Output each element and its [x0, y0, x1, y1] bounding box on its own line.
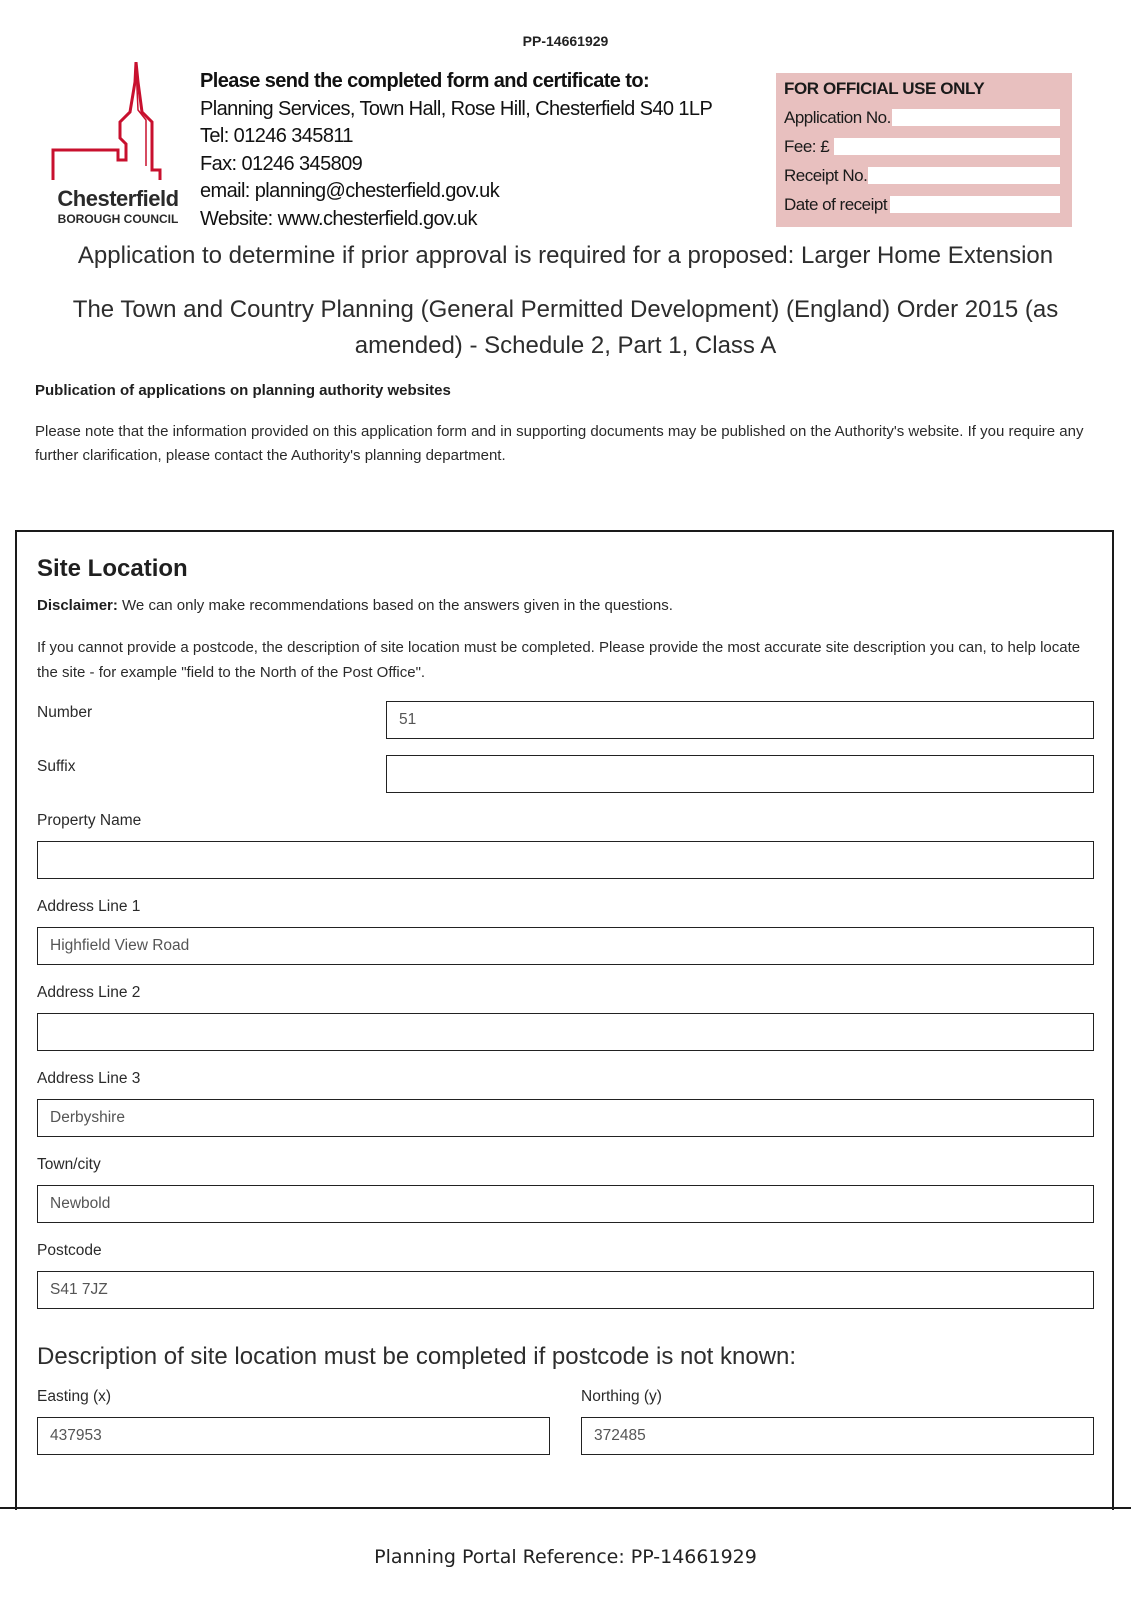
official-receipt-no-field[interactable] [868, 167, 1060, 184]
address-line-2-label: Address Line 2 [37, 984, 141, 1001]
postcode-label: Postcode [37, 1242, 102, 1259]
official-application-no-field[interactable] [892, 109, 1060, 126]
publication-heading: Publication of applications on planning authority websites [35, 382, 451, 399]
contact-block [200, 68, 712, 233]
logo-subtitle: BOROUGH COUNCIL [57, 212, 179, 226]
address-line-3-input[interactable]: Derbyshire [37, 1099, 1094, 1137]
page-divider [0, 1507, 1131, 1509]
disclaimer-text: We can only make recommendations based on the answers given in the questions. [117, 597, 673, 614]
easting-label: Easting (x) [37, 1388, 112, 1405]
property-name-label: Property Name [37, 812, 142, 829]
official-receipt-no [784, 166, 1064, 186]
official-fee [784, 137, 1064, 157]
disclaimer [37, 597, 673, 614]
official-application-no [784, 108, 1064, 128]
northing-label: Northing (y) [581, 1388, 662, 1405]
official-fee-field[interactable] [834, 138, 1060, 155]
official-date-of-receipt-field[interactable] [890, 196, 1060, 213]
address-line-2-input[interactable] [37, 1013, 1094, 1051]
footer-reference: Planning Portal Reference: PP-14661929 [374, 1546, 757, 1568]
contact-email: email: planning@chesterfield.gov.uk [200, 180, 500, 202]
contact-address: Planning Services, Town Hall, Rose Hill, Chesterfield S40 1LP [200, 97, 713, 120]
number-label: Number [37, 704, 93, 721]
suffix-input[interactable] [386, 755, 1094, 793]
number-input[interactable]: 51 [386, 701, 1094, 739]
address-line-1-label: Address Line 1 [37, 898, 141, 915]
easting-input[interactable]: 437953 [37, 1417, 550, 1455]
page-subtitle: The Town and Country Planning (General Permitted Development) (England) Order 2015 (as amended) - Schedule 2, Part 1, Class A [72, 296, 1059, 359]
property-name-input[interactable] [37, 841, 1094, 879]
contact-fax: Fax: 01246 345809 [200, 152, 363, 175]
suffix-label: Suffix [37, 758, 76, 775]
contact-heading: Please send the completed form and certificate to: [200, 70, 650, 92]
site-location-note: If you cannot provide a postcode, the description of site location must be completed. Please provide the most accurate site description you can, to help locate the site - for example "field to the North of the Post Office". [37, 639, 1081, 681]
page-title: Application to determine if prior approval is required for a proposed: Larger Home Extension [77, 242, 1054, 269]
official-date-of-receipt-label: Date of receipt [784, 195, 888, 214]
section-title: Site Location [37, 555, 188, 582]
official-fee-label: Fee: £ [784, 137, 830, 156]
town-city-input[interactable]: Newbold [37, 1185, 1094, 1223]
contact-tel: Tel: 01246 345811 [200, 125, 353, 147]
document-reference: PP-14661929 [522, 33, 609, 49]
logo-name: Chesterfield [57, 186, 179, 211]
official-title: FOR OFFICIAL USE ONLY [784, 79, 985, 98]
disclaimer-label: Disclaimer: [37, 597, 118, 614]
description-heading: Description of site location must be completed if postcode is not known: [37, 1343, 797, 1370]
official-application-no-label: Application No. [784, 108, 891, 127]
northing-input[interactable]: 372485 [581, 1417, 1094, 1455]
contact-website: Website: www.chesterfield.gov.uk [200, 207, 477, 230]
official-receipt-no-label: Receipt No. [784, 166, 868, 185]
address-line-1-input[interactable]: Highfield View Road [37, 927, 1094, 965]
postcode-input[interactable]: S41 7JZ [37, 1271, 1094, 1309]
official-date-of-receipt [784, 195, 1064, 215]
council-logo [50, 62, 186, 232]
address-line-3-label: Address Line 3 [37, 1070, 141, 1087]
town-city-label: Town/city [37, 1156, 101, 1173]
publication-text: Please note that the information provided on this application form and in supporting documents may be published on the Authority's website. If you require any further clarification, please contact the Authority's planning department. [35, 423, 1084, 464]
official-use-box [776, 73, 1072, 227]
church-spire-icon [50, 62, 186, 187]
